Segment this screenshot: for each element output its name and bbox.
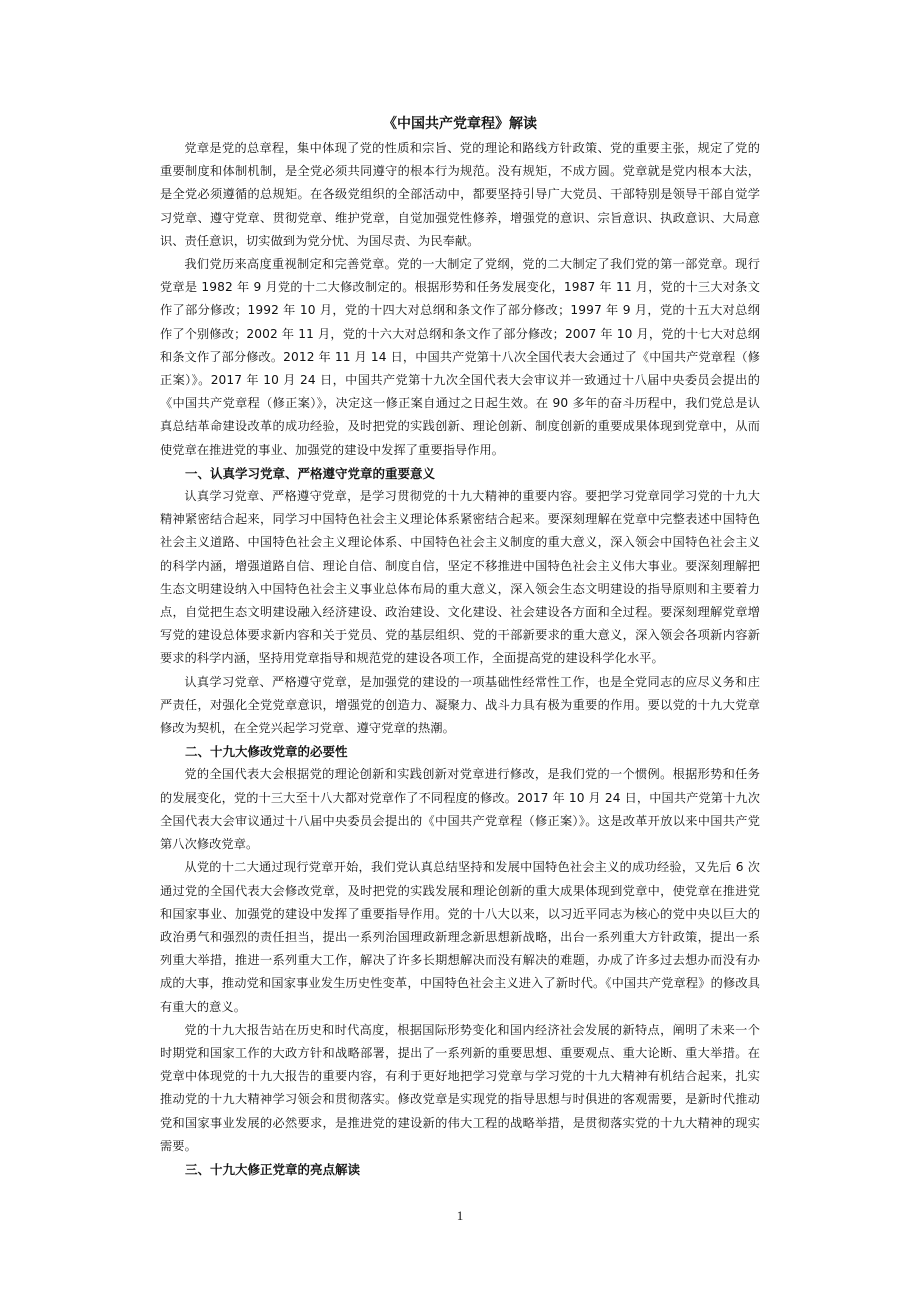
paragraph-section1-1: 认真学习党章、严格遵守党章，是学习贯彻党的十九大精神的重要内容。要把学习党章同学习党的十九大精神紧密结合起来，同学习中国特色社会主义理论体系紧密结合起来。要深刻理解在党章中完整表述中国特色社会主义道路、中国特色社会主义理论体系、中国特色社会主义制度的重大意义，深入领会中国特色社会主义的科学内涵，增强道路自信、理论自信、制度自信，坚定不移推进中国特色社会主义伟大事业。要深刻理解把生态文明建设纳入中国特色社会主义事业总体布局的重大意义，深入领会生态文明建设的指导原则和主要着力点，自觉把生态文明建设融入经济建设、政治建设、文化建设、社会建设各方面和全过程。要深刻理解党章增写党的建设总体要求新内容和关于党员、党的基层组织、党的干部新要求的重大意义，深入领会各项新内容新要求的科学内涵，坚持用党章指导和规范党的建设各项工作，全面提高党的建设科学化水平。: [160, 489, 760, 666]
paragraph-intro-1: 党章是党的总章程，集中体现了党的性质和宗旨、党的理论和路线方针政策、党的重要主张，规定了党的重要制度和体制机制，是全党必须共同遵守的根本行为规范。没有规矩，不成方圆。党章就是党内根本大法，是全党必须遵循的总规矩。在各级党组织的全部活动中，都要坚持引导广大党员、干部特别是领导干部自觉学习党章、遵守党章、贯彻党章、维护党章，自觉加强党性修养，增强党的意识、宗旨意识、执政意识、大局意识、责任意识，切实做到为党分忧、为国尽责、为民奉献。: [160, 141, 760, 248]
paragraph-section1-2: 认真学习党章、严格遵守党章，是加强党的建设的一项基础性经常性工作，也是全党同志的应尽义务和庄严责任，对强化全党党章意识，增强党的创造力、凝聚力、战斗力具有极为重要的作用。要以党的十九大党章修改为契机，在全党兴起学习党章、遵守党章的热潮。: [160, 674, 760, 736]
paragraph-section2-1: 党的全国代表大会根据党的理论创新和实践创新对党章进行修改，是我们党的一个惯例。根据形势和任务的发展变化，党的十三大至十八大都对党章作了不同程度的修改。2017 年 10 月 24 日，中国共产党第十九次全国代表大会审议通过十八届中央委员会提出的《中国共产党章程（修正案）》。这是改革开放以来中国共产党第八次修改党章。: [160, 767, 760, 852]
section-heading-1: 一、认真学习党章、严格遵守党章的重要意义: [185, 465, 436, 481]
document-body: [160, 112, 760, 1181]
section-heading-2: 二、十九大修改党章的必要性: [185, 744, 348, 760]
document-title: 《中国共产党章程》解读: [383, 116, 537, 132]
section-heading-3: 三、十九大修正党章的亮点解读: [185, 1161, 361, 1177]
paragraph-section2-3: 党的十九大报告站在历史和时代高度，根据国际形势变化和国内经济社会发展的新特点，阐明了未来一个时期党和国家工作的大政方针和战略部署，提出了一系列新的重要思想、重要观点、重大论断、重大举措。在党章中体现党的十九大报告的重要内容，有利于更好地把学习党章与学习党的十九大精神有机结合起来，扎实推动党的十九大精神学习领会和贯彻落实。修改党章是实现党的指导思想与时俱进的客观需要，是新时代推动党和国家事业发展的必然要求，是推进党的建设新的伟大工程的战略举措，是贯彻落实党的十九大精神的现实需要。: [160, 1022, 760, 1153]
paragraph-intro-2: 我们党历来高度重视制定和完善党章。党的一大制定了党纲，党的二大制定了我们党的第一部党章。现行党章是 1982 年 9 月党的十二大修改制定的。根据形势和任务发展变化，1987 年 11 月，党的十三大对条文作了部分修改；1992 年 10 月，党的十四大对总纲和条文作了部分修改；1997 年 9 月，党的十五大对总纲作了个别修改；2002 年 11 月，党的十六大对总纲和条文作了部分修改；2007 年 10 月，党的十七大对总纲和条文作了部分修改。2012 年 11 月 14 日，中国共产党第十八次全国代表大会通过了《中国共产党章程（修正案）》。2017 年 10 月 24 日，中国共产党第十九次全国代表大会审议并一致通过十八届中央委员会提出的《中国共产党章程（修正案）》，决定这一修正案自通过之日起生效。在 90 多年的奋斗历程中，我们党总是认真总结革命建设改革的成功经验，及时把党的实践创新、理论创新、制度创新的重要成果体现到党章中，从而使党章在推进党的事业、加强党的建设中发挥了重要指导作用。: [160, 257, 760, 457]
paragraph-section2-2: 从党的十二大通过现行党章开始，我们党认真总结坚持和发展中国特色社会主义的成功经验，又先后 6 次通过党的全国代表大会修改党章，及时把党的实践发展和理论创新的重大成果体现到党章中，使党章在推进党和国家事业、加强党的建设中发挥了重要指导作用。党的十八大以来，以习近平同志为核心的党中央以巨大的政治勇气和强烈的责任担当，提出一系列治国理政新理念新思想新战略，出台一系列重大方针政策，提出一系列重大举措，推进一系列重大工作，解决了许多长期想解决而没有解决的难题，办成了许多过去想办而没有办成的大事，推动党和国家事业发生历史性变革，中国特色社会主义进入了新时代。《中国共产党章程》的修改具有重大的意义。: [160, 860, 760, 1014]
page-number: 1: [456, 1208, 464, 1223]
